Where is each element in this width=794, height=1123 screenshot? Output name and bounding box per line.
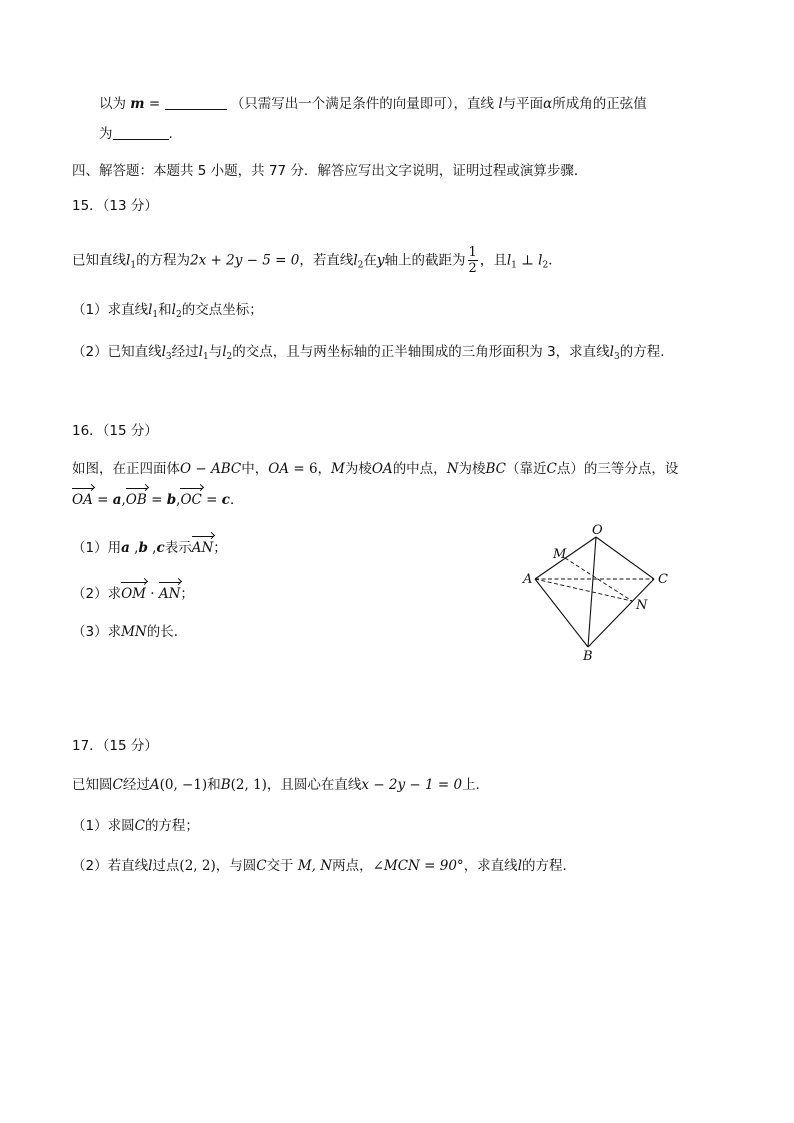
sub: 1 <box>152 310 159 320</box>
vector-a: a <box>121 540 130 556</box>
q17-part-1 <box>72 816 199 836</box>
text: 中， <box>241 461 269 477</box>
circle-c: C <box>256 858 267 874</box>
var-l: l <box>126 252 131 269</box>
sub: 1 <box>130 260 137 271</box>
point-c: C <box>546 461 557 477</box>
sub: 3 <box>614 352 620 362</box>
vector-c: c <box>156 540 165 556</box>
label-b: B <box>583 649 593 660</box>
continued-question-line-1 <box>99 94 647 114</box>
q15-header: 15．（13 分） <box>72 198 158 214</box>
text: （2）已知直线 <box>72 344 162 360</box>
comma: , <box>121 492 126 508</box>
line-equation: x − 2y − 1 = 0 <box>361 777 463 793</box>
vector-an: AN <box>158 586 181 602</box>
points-mn: M, N <box>293 858 333 874</box>
vector-m: m <box>130 96 145 112</box>
text: ． <box>229 492 244 508</box>
text: 上． <box>462 777 490 793</box>
sub: 2 <box>226 352 233 362</box>
denominator: 2 <box>468 261 477 276</box>
q16-header: 16．（15 分） <box>72 423 158 439</box>
vector-an: AN <box>191 540 214 556</box>
text: 和 <box>207 777 221 793</box>
q17-stem <box>72 775 489 795</box>
var-l: l <box>609 344 614 360</box>
perp-symbol: ⊥ <box>516 252 539 269</box>
label-a: A <box>523 572 533 587</box>
edge-ob <box>588 537 596 647</box>
text: ； <box>213 540 227 556</box>
var-l: l <box>148 302 153 318</box>
text: （只需写出一个满足条件的向量即可），直线 <box>230 96 495 112</box>
text: ，且圆心在直线 <box>266 777 362 793</box>
equals: = <box>92 492 113 508</box>
var-l: l <box>506 252 512 269</box>
vector-b: b <box>166 492 177 508</box>
line-l: l <box>148 858 153 874</box>
text: 交于 <box>266 858 294 874</box>
text: （1）求圆 <box>72 818 135 834</box>
text: 已知直线 <box>72 252 126 269</box>
numerator: 1 <box>468 245 477 260</box>
text: 经过 <box>122 777 150 793</box>
answer-blank-m[interactable] <box>165 95 227 110</box>
sub: 1 <box>511 260 517 271</box>
text: 的交点坐标； <box>181 302 263 318</box>
vector-a: a <box>112 492 122 508</box>
text: （2）求 <box>72 586 122 602</box>
point-n: N <box>446 461 459 477</box>
tetrahedron: O − ABC <box>180 461 242 477</box>
text: 点）的三等分点，设 <box>556 461 679 477</box>
var-l: l <box>538 252 543 269</box>
point-coords: (2, 2) <box>179 858 216 874</box>
label-m: M <box>553 547 567 562</box>
vector-ob: OB <box>125 492 147 508</box>
segment-oa: OA <box>268 461 290 477</box>
point-a: A <box>149 777 160 793</box>
vector-oa: OA <box>72 492 93 508</box>
tetrahedron-figure <box>515 520 685 660</box>
text: 的方程为 <box>136 252 191 269</box>
dot-product: · <box>145 586 159 602</box>
text: 以为 <box>99 96 126 112</box>
text: （3）求 <box>72 624 122 640</box>
text: 过点 <box>152 858 180 874</box>
point-m: M <box>331 461 345 477</box>
var-y: y <box>376 252 385 269</box>
circle-c: C <box>134 818 145 834</box>
q15-part-1 <box>72 300 263 325</box>
text: 两点， <box>332 858 373 874</box>
sub: 2 <box>175 310 182 320</box>
text: （1）用 <box>72 540 122 556</box>
segment-bc: BC <box>485 461 507 477</box>
comma: , <box>176 492 181 508</box>
text: 与平面 <box>502 96 544 112</box>
sub: 2 <box>542 260 549 271</box>
vector-oc: OC <box>180 492 202 508</box>
text: 的方程． <box>619 344 674 360</box>
q16-part-2 <box>72 584 194 604</box>
text: 为 <box>99 126 113 142</box>
fraction-one-half <box>468 245 478 276</box>
segment-mn <box>565 558 632 601</box>
equation-l1: 2x + 2y − 5 = 0 <box>190 252 300 269</box>
q17-part-2 <box>72 856 576 876</box>
text: 为棱 <box>344 461 372 477</box>
text: 轴上的截距为 <box>384 252 466 269</box>
text: 和 <box>158 302 172 318</box>
vector-c: c <box>221 492 230 508</box>
section-heading: 四、解答题：本题共 5 小题，共 77 分．解答应写出文字说明，证明过程或演算步骤． <box>72 163 588 179</box>
text: ， <box>317 461 332 477</box>
vector-b: b <box>138 540 148 556</box>
text: 表示 <box>164 540 192 556</box>
point-b: B <box>220 777 231 793</box>
equals: = <box>144 96 165 112</box>
text: （1）求直线 <box>72 302 149 318</box>
sub: 1 <box>202 352 209 362</box>
value: = 6 <box>289 461 318 477</box>
var-l: l <box>161 344 166 360</box>
text: ． <box>548 252 562 269</box>
coords-b: (2, 1) <box>230 777 267 793</box>
text: 已知圆 <box>72 777 113 793</box>
var-l: l <box>222 344 227 360</box>
var-l: l <box>171 302 176 318</box>
continued-question-line-2 <box>99 124 173 144</box>
q16-stem-line-1 <box>72 459 678 479</box>
q15-stem <box>72 245 562 278</box>
text: 的长． <box>146 624 188 640</box>
text: 为棱 <box>458 461 486 477</box>
text: 所成角的正弦值 <box>552 96 647 112</box>
var-l: l <box>198 344 203 360</box>
label-n: N <box>636 598 648 613</box>
text: 在 <box>363 252 377 269</box>
edge-oc <box>596 537 654 579</box>
edge-bc <box>588 579 654 647</box>
line-l: l <box>498 96 503 112</box>
label-c: C <box>658 572 668 587</box>
text: 如图，在正四面体 <box>72 461 180 477</box>
segment-oa: OA <box>371 461 393 477</box>
text: . <box>168 126 173 142</box>
text: ，且 <box>479 252 507 269</box>
text: 经过 <box>171 344 199 360</box>
text: 的方程． <box>522 858 577 874</box>
text: ； <box>180 586 194 602</box>
text: 与 <box>208 344 223 360</box>
coords-a: (0, −1) <box>159 777 208 793</box>
comma: , <box>147 540 157 556</box>
angle-mcn: ∠MCN = 90° <box>372 858 464 874</box>
q16-stem-line-2 <box>72 490 243 510</box>
sub: 3 <box>165 352 172 362</box>
circle-c: C <box>112 777 123 793</box>
answer-blank-sine[interactable] <box>113 125 169 140</box>
text: （2）若直线 <box>72 858 149 874</box>
q16-part-1 <box>72 538 227 558</box>
q17-header: 17．（15 分） <box>72 738 158 754</box>
segment-mn: MN <box>121 624 147 640</box>
label-o: O <box>592 523 603 538</box>
text: 的交点，且与两坐标轴的正半轴围成的三角形面积为 3，求直线 <box>232 344 610 360</box>
equals: = <box>201 492 222 508</box>
equals: = <box>146 492 167 508</box>
vector-om: OM <box>121 586 146 602</box>
text: ，与圆 <box>215 858 257 874</box>
q16-part-3 <box>72 622 187 642</box>
text: ，若直线 <box>299 252 354 269</box>
var-l: l <box>353 252 358 269</box>
sub: 2 <box>357 260 364 271</box>
text: 的中点， <box>392 461 447 477</box>
text: 的方程； <box>144 818 199 834</box>
comma: , <box>129 540 139 556</box>
line-l: l <box>517 858 523 874</box>
text: ，求直线 <box>463 858 518 874</box>
q15-part-2 <box>72 342 674 367</box>
plane-alpha: α <box>543 96 553 112</box>
text: （靠近 <box>506 461 547 477</box>
